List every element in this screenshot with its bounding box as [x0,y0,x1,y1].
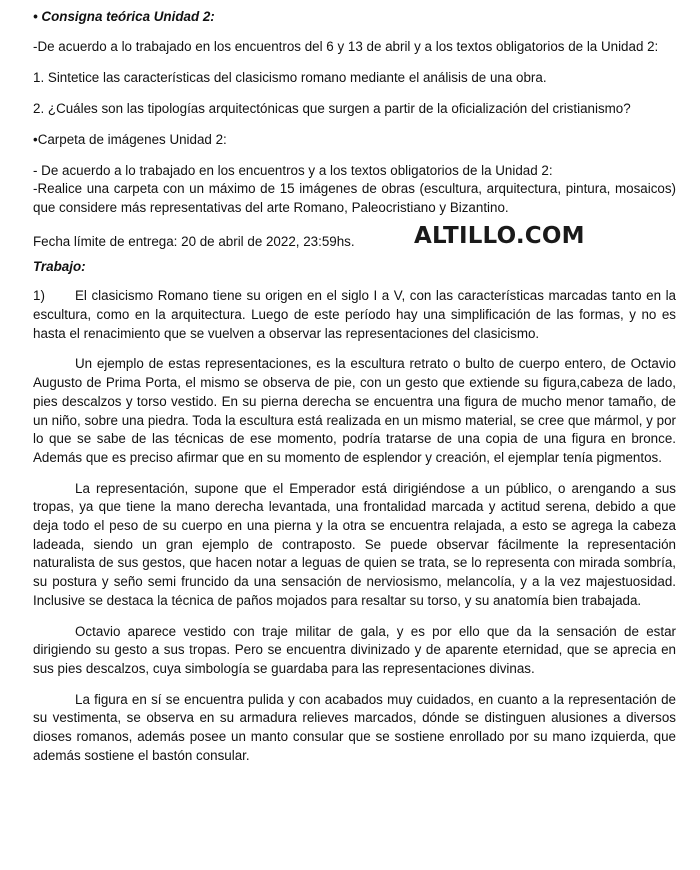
deadline-text: Fecha límite de entrega: 20 de abril de 2022, 23:59hs. [33,233,355,249]
deadline-row [33,222,676,253]
consigna-heading: • Consigna teórica Unidad 2: [33,9,215,24]
altillo-watermark-logo: ALTILLO.COM [414,222,585,249]
trabajo-paragraph-2: Un ejemplo de estas representaciones, es la escultura retrato o bulto de cuerpo entero, de Octavio Augusto de Prima Porta, el mismo se observa de pie, con un gesto que extiende su figura,cabeza de lado, pies descalzos y torso vestido. En su pierna derecha se encuentra una figura de mucho menor tamaño, de un niño, sobre una piedra. Toda la escultura está realizada en un mismo material, se cree que mármol, y por lo que se sabe de las técnicas de ese momento, podría tratarse de una copia de una figura en bronce. Además que es preciso afirmar que en su momento de esplendor y creación, el ejemplar tenía pigmentos. [33,356,676,465]
carpeta-instruction-2: -Realice una carpeta con un máximo de 15 imágenes de obras (escultura, arquitectura, pintura, mosaicos) que considere más representativas del arte Romano, Paleocristiano y Bizantino. [33,181,676,215]
carpeta-instruction-1: - De acuerdo a lo trabajado en los encuentros y a los textos obligatorios de la Unidad 2: [33,162,553,178]
trabajo-heading: Trabajo: [33,258,86,274]
trabajo-paragraph-3: La representación, supone que el Emperador está dirigiéndose a un público, o arengando a sus tropas, ya que tiene la mano derecha levantada, una frontalidad marcada y actitud serena, debido a que deja todo el peso de su cuerpo en una pierna y la otra se encuentra relajada, a esto se agrega la cabeza ladeada, siendo un gran ejemplo de contraposto. Se puede observar fácilmente la representación naturalista de sus gestos, que hacen notar a leguas de quien se trata, se lo representa con mirada sombría, su postura y seño semi fruncido da una sensación de nerviosismo, melancolía, y a la vez majestuosidad. Inclusive se destaca la técnica de paños mojados para resaltar su torso, y su anatomía bien trabajada. [33,480,676,608]
trabajo-paragraph-5: La figura en sí se encuentra pulida y con acabados muy cuidados, en cuanto a la representación de su vestimenta, se observa en su armadura relieves marcados, dónde se distinguen alusiones a diversos dioses romanos, además posee un manto consular que se sostiene enrollado por su mano izquierda, que además sostiene el bastón consular. [33,691,676,763]
question-1: 1. Sintetice las características del clasicismo romano mediante el análisis de una obra. [33,70,547,86]
trabajo-paragraph-4: Octavio aparece vestido con traje militar de gala, y es por ello que da la sensación de estar dirigiendo su gesto a sus tropas. Pero se encuentra divinizado y de aparente eternidad, que se aprecia en sus pies descalzos, cuya simbología se guardaba para las representaciones divinas. [33,623,676,676]
trabajo-paragraph-1 [33,287,676,343]
paragraph-number: 1) [33,288,45,304]
document-page [33,0,676,766]
consigna-intro: -De acuerdo a lo trabajado en los encuentros del 6 y 13 de abril y a los textos obligatorios de la Unidad 2: [33,38,659,54]
carpeta-heading: •Carpeta de imágenes Unidad 2: [33,131,227,147]
paragraph-1-text: El clasicismo Romano tiene su origen en el siglo I a V, con las características marcadas tanto en la escultura, como en la arquitectura. Luego de este período hay una simplificación de las formas, y no es hasta el renacimiento que se vuelven a observar las representaciones del clasicismo. [33,288,676,341]
question-2: 2. ¿Cuáles son las tipologías arquitectónicas que surgen a partir de la oficialización del cristianismo? [33,101,631,117]
